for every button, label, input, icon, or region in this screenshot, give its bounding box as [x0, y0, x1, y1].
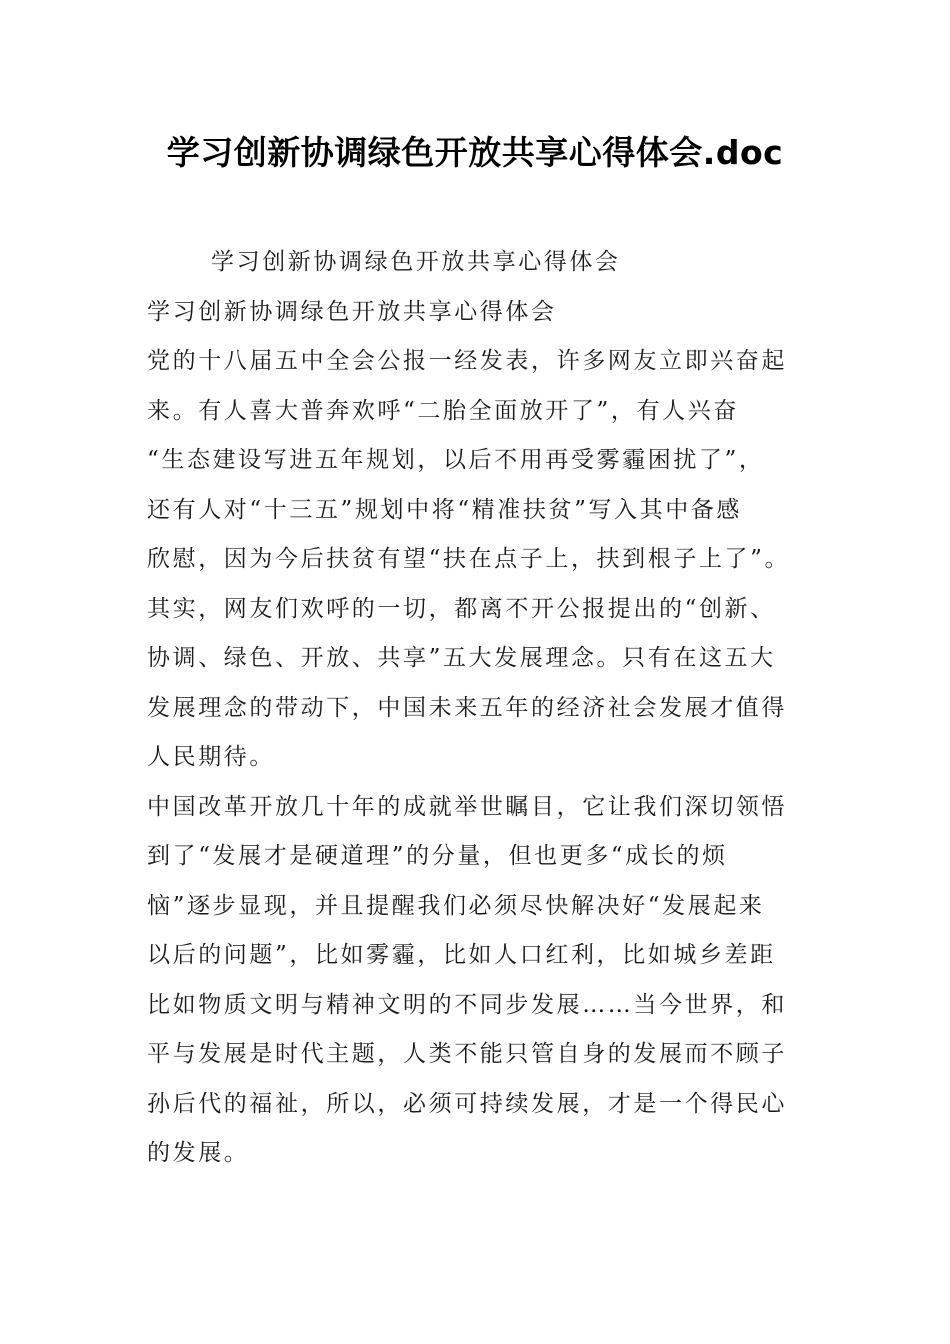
paragraph-line: 来。有人喜大普奔欢呼“二胎全面放开了”，有人兴奋	[147, 397, 739, 424]
paragraph-line: 其实，网友们欢呼的一切，都离不开公报提出的“创新、	[147, 595, 776, 622]
document-body	[147, 238, 807, 1179]
document-title: 学习创新协调绿色开放共享心得体会.doc	[166, 133, 784, 172]
paragraph-line: 比如物质文明与精神文明的不同步发展……当今世界，和	[147, 991, 787, 1018]
paragraph-line: 欣慰，因为今后扶贫有望“扶在点子上，扶到根子上了”。	[147, 546, 791, 572]
paragraph-line: 人民期待。	[147, 744, 275, 770]
paragraph-line: 以后的问题”，比如雾霾，比如人口红利，比如城乡差距	[147, 942, 776, 968]
paragraph-line: 发展理念的带动下，中国未来五年的经济社会发展才值得	[147, 694, 787, 721]
paragraph-line: 平与发展是时代主题，人类不能只管自身的发展而不顾子	[147, 1041, 787, 1067]
paragraph-line: 中国改革开放几十年的成就举世瞩目，它让我们深切领悟	[147, 793, 787, 820]
paragraph-line: “生态建设写进五年规划，以后不用再受雾霾困扰了”，	[147, 447, 765, 473]
paragraph-line: 还有人对“十三五”规划中将“精准扶贫”写入其中备感	[147, 496, 743, 523]
paragraph-line: 协调、绿色、开放、共享”五大发展理念。只有在这五大	[147, 645, 776, 671]
body-heading-line: 学习创新协调绿色开放共享心得体会	[147, 298, 557, 325]
paragraph-line: 恼”逐步显现，并且提醒我们必须尽快解决好“发展起来	[147, 892, 765, 919]
paragraph-line: 孙后代的福祉，所以，必须可持续发展，才是一个得民心	[147, 1090, 787, 1117]
paragraph-line: 的发展。	[147, 1140, 250, 1166]
paragraph-line: 党的十八届五中全会公报一经发表，许多网友立即兴奋起	[147, 348, 787, 374]
paragraph-line: 到了“发展才是硬道理”的分量，但也更多“成长的烦	[147, 843, 728, 869]
body-subtitle-line: 学习创新协调绿色开放共享心得体会	[211, 249, 621, 275]
